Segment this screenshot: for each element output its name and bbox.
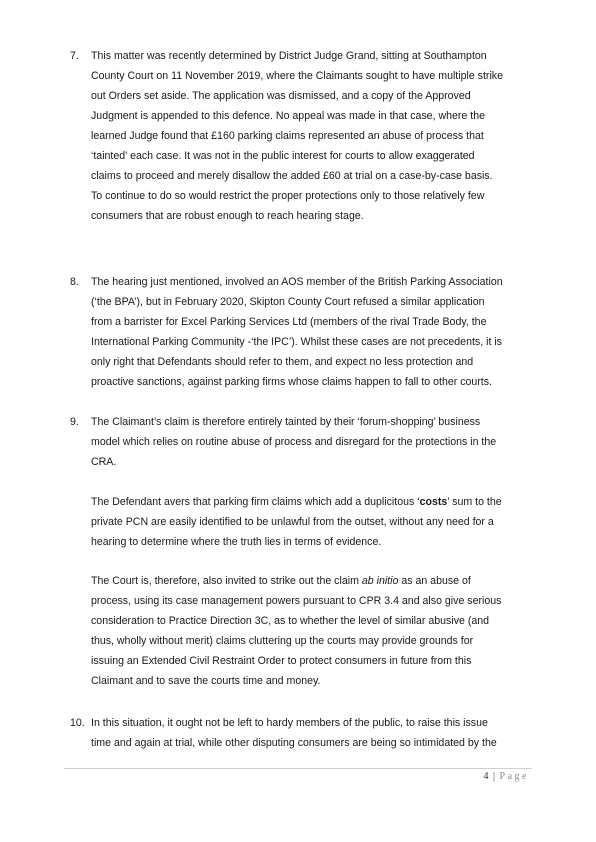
footer-divider — [64, 768, 532, 769]
text-line: thus, wholly without merit) claims cluttering up the courts may provide grounds for — [91, 635, 474, 647]
paragraph-8 — [70, 272, 530, 396]
text-line: issuing an Extended Civil Restraint Order to protect consumers in future from this — [91, 655, 472, 667]
text-line: private PCN are easily identified to be unlawful from the outset, without any need for a — [91, 516, 494, 528]
paragraph-9 — [70, 412, 530, 476]
text-line: In this situation, it ought not be left to hardy members of the public, to raise this issue — [91, 717, 488, 729]
text-run: The Court is, therefore, also invited to strike out the claim — [91, 575, 362, 587]
text-line — [91, 492, 531, 512]
text-line: model which relies on routine abuse of process and disregard for the protections in the — [91, 436, 497, 448]
page-label: Page — [499, 771, 529, 782]
text-line: The Claimant’s claim is therefore entirely tainted by their ‘forum-shopping’ business — [91, 416, 481, 428]
text-line: consumers that are robust enough to reach hearing stage. — [91, 210, 364, 222]
text-line: learned Judge found that £160 parking claims represented an abuse of process that — [91, 130, 484, 142]
paragraph-10 — [70, 713, 530, 757]
text-line: hearing to determine where the truth lies in terms of evidence. — [91, 536, 382, 548]
latin-term: ab initio — [361, 575, 399, 587]
text-run: ’ sum to the — [447, 496, 502, 508]
text-line: This matter was recently determined by District Judge Grand, sitting at Southampton — [91, 50, 487, 62]
text-run: The Defendant avers that parking firm claims which add a duplicitous ‘ — [91, 496, 420, 508]
paragraph-text — [91, 272, 531, 392]
text-line: out Orders set aside. The application was dismissed, and a copy of the Approved — [91, 90, 471, 102]
text-line: CRA. — [91, 456, 117, 468]
paragraph-7 — [70, 46, 530, 230]
text-line: from a barrister for Excel Parking Services Ltd (members of the rival Trade Body, the — [91, 316, 487, 328]
page-number: 4 — [483, 771, 490, 782]
text-line: process, using its case management powers pursuant to CPR 3.4 and also give serious — [91, 595, 502, 607]
paragraph-costs — [91, 492, 531, 552]
paragraph-text — [91, 412, 531, 472]
paragraph-text — [91, 46, 531, 226]
text-line: consideration to Practice Direction 3C, as to whether the level of similar abusive (and — [91, 615, 490, 627]
text-line: only right that Defendants should refer to them, and expect no less protection and — [91, 356, 474, 368]
paragraph-number: 8. — [70, 276, 79, 288]
paragraph-number: 7. — [70, 50, 79, 62]
paragraph-number: 10. — [70, 717, 85, 729]
text-run: as an abuse of — [398, 575, 471, 587]
paragraph-strike-out — [91, 571, 531, 691]
text-line: International Parking Community -‘the IPC’). Whilst these cases are not precedents, it is — [91, 336, 502, 348]
paragraph-number: 9. — [70, 416, 79, 428]
text-line: To continue to do so would restrict the proper protections only to those relatively few — [91, 190, 485, 202]
paragraph-text — [91, 713, 531, 753]
text-line: The hearing just mentioned, involved an AOS member of the British Parking Association — [91, 276, 503, 288]
page-separator: | — [493, 771, 497, 782]
text-line: County Court on 11 November 2019, where the Claimants sought to have multiple strike — [91, 70, 503, 82]
text-line: time and again at trial, while other disputing consumers are being so intimidated by the — [91, 737, 497, 749]
text-line: Judgment is appended to this defence. No appeal was made in that case, where the — [91, 110, 485, 122]
text-line — [91, 571, 531, 591]
costs-emphasis: costs — [419, 496, 448, 508]
text-line: claims to proceed and merely disallow the added £60 at trial on a case-by-case basis. — [91, 170, 493, 182]
text-line: (‘the BPA’), but in February 2020, Skipton County Court refused a similar application — [91, 296, 485, 308]
text-line: ‘tainted’ each case. It was not in the public interest for courts to allow exaggerated — [91, 150, 475, 162]
text-line: proactive sanctions, against parking firms whose claims happen to fall to other courts. — [91, 376, 492, 388]
text-line: Claimant and to save the courts time and money. — [91, 675, 321, 687]
page-number-footer — [484, 771, 529, 782]
